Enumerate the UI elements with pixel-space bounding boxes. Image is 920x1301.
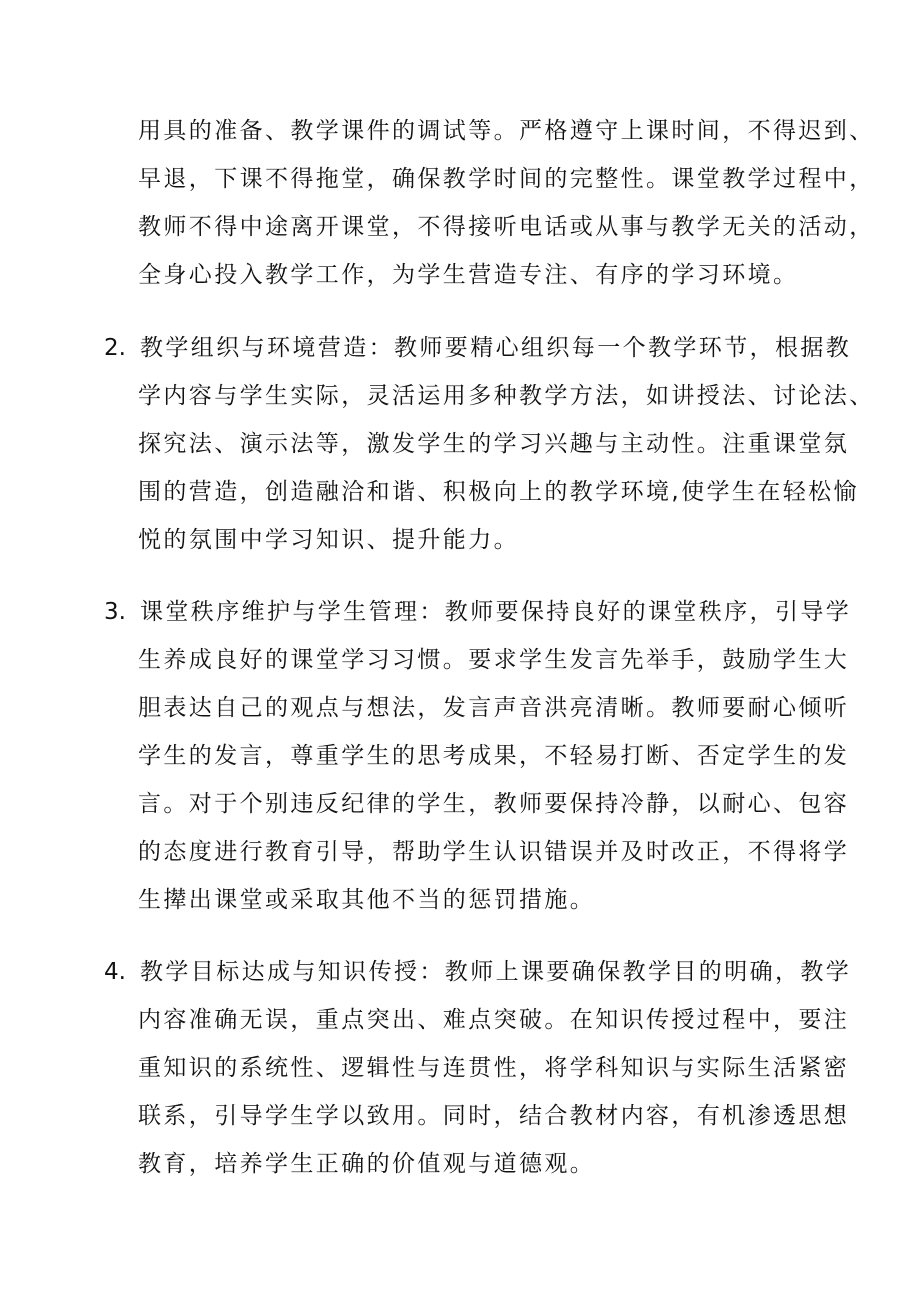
paragraph-4-text: 教学目标达成与知识传授：教师上课要确保教学目的明确，教学: [140, 959, 852, 985]
paragraph-3-line-6: 的态度进行教育引导，帮助学生认识错误并及时改正，不得将学: [138, 839, 850, 865]
paragraph-2-text: 教学组织与环境营造：教师要精心组织每一个教学环节，根据教: [140, 335, 852, 361]
paragraph-4-number: 4.: [104, 959, 126, 985]
paragraph-2-line-3: 探究法、演示法等，激发学生的学习兴趣与主动性。注重课堂氛: [138, 431, 850, 457]
paragraph-4-line-2: 内容准确无误，重点突出、难点突破。在知识传授过程中，要注: [138, 1007, 850, 1033]
paragraph-3-line-3: 胆表达自己的观点与想法，发言声音洪亮清晰。教师要耐心倾听: [138, 695, 850, 721]
paragraph-2-line-2: 学内容与学生实际，灵活运用多种教学方法，如讲授法、讨论法、: [138, 383, 875, 409]
paragraph-3-line-1: [104, 597, 851, 627]
paragraph-2-line-1: [104, 333, 851, 363]
paragraph-4-line-4: 联系，引导学生学以致用。同时，结合教材内容，有机渗透思想: [138, 1103, 850, 1129]
paragraph-3-line-7: 生撵出课堂或采取其他不当的惩罚措施。: [138, 887, 596, 913]
paragraph-2-line-5: 悦的氛围中学习知识、提升能力。: [138, 527, 519, 553]
paragraph-4-line-1: [104, 957, 851, 987]
paragraph-3-line-5: 言。对于个别违反纪律的学生，教师要保持冷静，以耐心、包容: [138, 791, 850, 817]
paragraph-1-line-4: 全身心投入教学工作，为学生营造专注、有序的学习环境。: [138, 262, 799, 288]
paragraph-3-text: 课堂秩序维护与学生管理：教师要保持良好的课堂秩序，引导学: [140, 599, 852, 625]
paragraph-1-line-1: 用具的准备、教学课件的调试等。严格遵守上课时间，不得迟到、: [138, 118, 875, 144]
paragraph-3-number: 3.: [104, 599, 126, 625]
paragraph-3-line-2: 生养成良好的课堂学习习惯。要求学生发言先举手，鼓励学生大: [138, 647, 850, 673]
paragraph-1-line-3: 教师不得中途离开课堂，不得接听电话或从事与教学无关的活动，: [138, 214, 875, 240]
paragraph-4-line-5: 教育，培养学生正确的价值观与道德观。: [138, 1151, 596, 1177]
paragraph-2-number: 2.: [104, 335, 126, 361]
paragraph-2-line-4: 围的营造，创造融洽和谐、积极向上的教学环境,使学生在轻松愉: [138, 479, 859, 505]
paragraph-4-line-3: 重知识的系统性、逻辑性与连贯性，将学科知识与实际生活紧密: [138, 1055, 850, 1081]
paragraph-3-line-4: 学生的发言，尊重学生的思考成果，不轻易打断、否定学生的发: [138, 743, 850, 769]
paragraph-1-line-2: 早退，下课不得拖堂，确保教学时间的完整性。课堂教学过程中，: [138, 166, 875, 192]
